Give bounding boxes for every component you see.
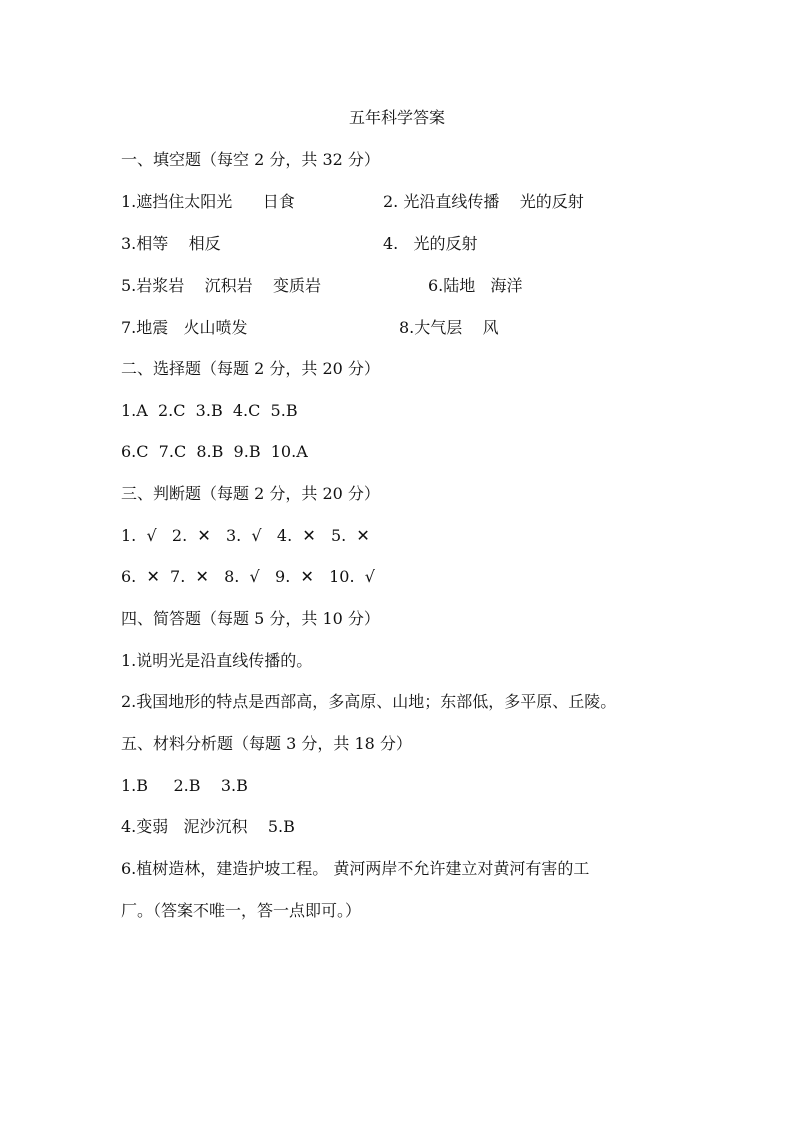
section-heading-multiple-choice: 二、选择题（每题 2 分，共 20 分）: [121, 359, 380, 378]
answer-row: 6.C 7.C 8.B 9.B 10.A: [121, 442, 308, 461]
answer-row-right: 2. 光沿直线传播 光的反射: [383, 192, 584, 211]
answer-row: 厂。（答案不唯一，答一点即可。）: [121, 901, 362, 920]
answer-row-left: 7.地震 火山喷发: [121, 318, 248, 337]
answer-row: 6.植树造林，建造护坡工程。 黄河两岸不允许建立对黄河有害的工: [121, 859, 590, 878]
answer-row-left: 5.岩浆岩 沉积岩 变质岩: [121, 276, 321, 295]
answer-row-right: 8.大气层 风: [399, 318, 499, 337]
section-heading-fill-in: 一、填空题（每空 2 分，共 32 分）: [121, 150, 380, 169]
answer-row: 1.说明光是沿直线传播的。: [121, 651, 313, 670]
answer-row-left: 1.遮挡住太阳光 日食: [121, 192, 295, 211]
document-title: 五年科学答案: [348, 108, 445, 127]
answer-row-left: 3.相等 相反: [121, 234, 221, 253]
section-heading-true-false: 三、判断题（每题 2 分，共 20 分）: [121, 484, 380, 503]
answer-row: 1.A 2.C 3.B 4.C 5.B: [121, 401, 298, 420]
answer-row: 6. ✕ 7. ✕ 8. √ 9. ✕ 10. √: [121, 567, 375, 586]
answer-row: 1. √ 2. ✕ 3. √ 4. ✕ 5. ✕: [121, 526, 370, 545]
answer-row: 1.B 2.B 3.B: [121, 776, 248, 795]
answer-row: 4.变弱 泥沙沉积 5.B: [121, 817, 295, 836]
answer-row-right: 6.陆地 海洋: [428, 276, 523, 295]
answer-row-right: 4. 光的反射: [383, 234, 478, 253]
section-heading-material-analysis: 五、材料分析题（每题 3 分，共 18 分）: [121, 734, 412, 753]
section-heading-short-answer: 四、简答题（每题 5 分，共 10 分）: [121, 609, 380, 628]
answer-row: 2.我国地形的特点是西部高，多高原、山地；东部低，多平原、丘陵。: [121, 692, 617, 711]
